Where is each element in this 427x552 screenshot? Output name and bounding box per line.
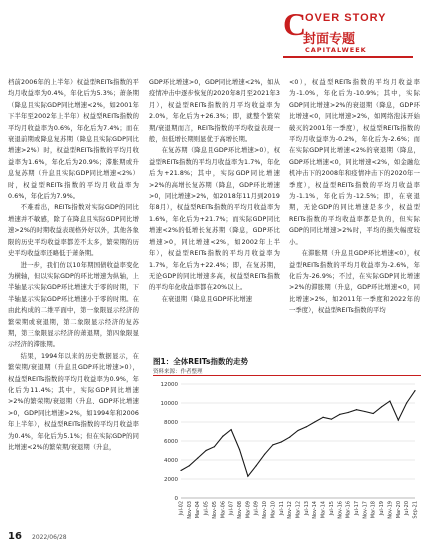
paragraph: 在复苏期（降息且GDP环比增速>0），权益型REITs指数的平均月收益率为1.7%，年化后为+21.8%；其中，实际GDP同比增速>2%的高增长复苏期（降息，GDP环比增速>0，同比增速>2%，如2018年11月到2019年8月），权益型REITs指数的平均月收益率为1.6%，年化后为+21.7%；而实际GDP同比增速<2%的低增长复苏期（降息，GDP环比增速>0，同比增速<2%，如2002年上半年），权益型REITs指数的平均月收益率为1.7%，年化后为+22.4%；即，在复苏期，无论GDP的同比增速多高，权益型REITs指数的平均年化收益率都在20%以上。	[149, 147, 280, 292]
data-point	[222, 436, 223, 437]
data-point	[281, 441, 282, 442]
page-number: 16	[8, 531, 22, 542]
issue-date: 2022/06/28	[32, 534, 67, 541]
masthead-over: OVER STORY	[305, 12, 387, 24]
data-point	[189, 465, 190, 466]
masthead-title-en: CAPITALWEEK	[305, 46, 367, 54]
x-tick-label: Nov-19	[387, 501, 394, 519]
x-tick-label: Mar-12	[295, 501, 302, 519]
text-column-2	[149, 77, 280, 305]
x-tick-label: Mar-04	[195, 501, 202, 519]
masthead-title-cn: 封面专题	[303, 32, 356, 47]
x-tick-label: Mar-16	[345, 501, 352, 519]
chart-title-rule	[153, 375, 421, 376]
x-tick-label: Jul-17	[354, 501, 360, 516]
data-point	[272, 444, 273, 445]
x-tick-label: Nov-17	[362, 501, 369, 519]
data-point	[398, 420, 399, 421]
x-tick-label: Nov-03	[186, 501, 193, 519]
data-point	[289, 437, 290, 438]
data-point	[414, 390, 415, 391]
data-point	[314, 421, 315, 422]
y-tick-label: 4000	[164, 458, 178, 464]
line-chart	[153, 378, 421, 538]
paragraph: 结果，1994年以来的历史数据显示，在繁荣期/衰退期（升息且GDP环比增速>0），权益型REITs指数的平均月收益率为0.9%，年化后为11.4%；其中，实际GDP同比增速>2%的繁荣期/衰退期（升息、GDP环比增速>0，GDP同比增速>2%，如1994年和2006年上半年），权益型REITs指数的平均月收益率为0.4%，年化后为5.1%；但在实际GDP的同比增速<2%的繁荣期/衰退期（升息，	[8, 352, 139, 451]
x-tick-label: Mar-09	[245, 501, 252, 519]
paragraph: 档前2006年的上半年）权益型REITs指数的平均月收益率为0.4%，年化后为5.3%；萧条期（降息且实际GDP同比增速<2%，如2001年下半年至2002年上半年）权益型REITs指数的平均月收益率为0.6%，年化后为7.4%；而在衰退前期或降息复苏期（降息且实际GDP同比增速>2%）时，权益型REITs指数的平均月收益率为1.6%，年化后为20.9%；滞胀期或升息复苏期（升息且实际GDP同比增速<2%）时，权益型REITs指数的平均月收益率为0.6%，年化后为7.9%。	[8, 79, 139, 201]
data-point	[348, 412, 349, 413]
masthead-letter: C	[283, 6, 307, 42]
data-point	[214, 446, 215, 447]
x-tick-label: Mar-18	[370, 501, 377, 519]
data-point	[339, 414, 340, 415]
paragraph: <0），权益型REITs指数的平均月收益率为-1.0%，年化后为-10.9%；其中，实际GDP同比增速>2%的衰退期（降息，GDP环比增速<0，同比增速>2%，如网络泡沫开始破灭的2001年一季度），权益型REITs指数的平均月收益率为-0.2%，年化后为-2.6%；而在实际GDP同比增速<2%的衰退期（降息，GDP环比增速<0，同比增速<2%，如金融危机冲击下的2008年和疫情冲击下的2020年一季度），权益型REITs指数的平均月收益率为-1.1%，年化后为-12.5%；即，在衰退期，无论GDP的同比增速是多少，权益型REITs指数的平均收益率都是负的，但实际GDP的同比增速>2%时，平均的损失幅度较小。	[289, 79, 420, 246]
data-point	[406, 402, 407, 403]
x-tick-label: Jul-20	[404, 501, 411, 516]
chart-title: 图1：全体REITs指数的走势	[153, 357, 248, 366]
y-tick-label: 12000	[160, 382, 178, 388]
y-tick-label: 0	[174, 496, 178, 502]
x-tick-label: Mar-20	[395, 501, 402, 519]
masthead	[283, 6, 413, 64]
data-point	[389, 401, 390, 402]
data-point	[180, 470, 181, 471]
data-point	[264, 454, 265, 455]
x-tick-label: Nov-14	[312, 501, 319, 519]
x-tick-label: Nov-16	[337, 501, 344, 519]
paragraph: GDP环比增速>0，GDP同比增速<2%，如从疫情冲击中逐步恢复的2020年8月至2021年3月），权益型REITs指数的月平均收益率为2.0%，年化后为+26.3%；即，就整个繁荣期/衰退期而言，REITs指数的平均收益表现一般，但低增长期则显优于高增长期。	[149, 79, 280, 144]
data-point	[381, 406, 382, 407]
x-tick-label: Nov-05	[211, 501, 218, 519]
x-tick-label: Mar-14	[320, 501, 327, 519]
y-tick-label: 6000	[164, 439, 178, 445]
x-tick-label: Jul-05	[203, 501, 210, 516]
chart-source: 资料来源：作者整理	[153, 369, 203, 375]
data-point	[331, 419, 332, 420]
page-footer	[8, 530, 420, 546]
series-line	[181, 391, 415, 477]
x-tick-label: Sep-21	[412, 501, 419, 519]
paragraph: 在滞胀期（升息且GDP环比增速<0），权益型REITs指数的平均月收益率为-2.6%，年化后为-26.9%；不过，在实际GDP同比增速>2%的滞胀期（升息，GDP环比增速<0，同比增速>2%，如2011年一季度和2022年的一季度），权益型REITs指数的平均	[289, 250, 420, 315]
x-tick-label: Jul-13	[303, 501, 310, 516]
masthead-rule	[283, 56, 413, 58]
data-point	[239, 449, 240, 450]
paragraph: 进一步，我们仿以10年期国债收益率变化为横轴，但以实际GDP的环比增速为纵轴，上半轴显示实际GDP环比增速大于零的时期，下半轴显示实际GDP环比增速小于零的时期。在由此构成的二维平面中，第一象限显示经济的繁荣期或衰退期，第二象限显示经济的复苏期，第三象限显示经济的萧退期，第四象限显示经济的滞胀期。	[8, 261, 139, 349]
paragraph: 不难看出，REITs指数对实际GDP的同比增速并不敏感，除了在降息且实际GDP同比增速>2%的时期收益表现格外好以外，其他各象限的历史平均收益率都差不太多，繁荣期的历史平均收益率还略低于萧条期。	[8, 204, 139, 258]
x-tick-label: Mar-06	[220, 501, 227, 519]
data-point	[197, 458, 198, 459]
data-point	[322, 417, 323, 418]
figure-reits-index	[153, 356, 421, 542]
y-tick-label: 2000	[164, 477, 178, 483]
y-tick-label: 8000	[164, 420, 178, 426]
data-point	[256, 465, 257, 466]
data-point	[247, 476, 248, 477]
x-tick-label: Nov-12	[287, 501, 294, 519]
x-tick-label: Nov-10	[262, 501, 269, 519]
paragraph: 在衰退期（降息且GDP环比增速	[161, 295, 253, 303]
x-tick-label: Jul-19	[379, 501, 386, 516]
text-column-3	[289, 77, 420, 317]
data-point	[297, 430, 298, 431]
data-point	[356, 409, 357, 410]
y-tick-label: 10000	[160, 401, 178, 407]
x-tick-label: Mar-10	[270, 501, 277, 519]
x-tick-label: Nov-08	[237, 501, 243, 519]
text-column-1	[8, 77, 139, 453]
x-tick-label: Jul-09	[253, 501, 260, 516]
x-tick-label: Jul-07	[228, 501, 235, 516]
data-point	[231, 429, 232, 430]
x-tick-label: Jul-11	[278, 501, 285, 516]
data-point	[373, 413, 374, 414]
data-point	[306, 426, 307, 427]
x-tick-label: Jul-02	[178, 501, 185, 516]
x-tick-label: Jul-15	[328, 501, 335, 516]
data-point	[205, 450, 206, 451]
data-point	[364, 411, 365, 412]
